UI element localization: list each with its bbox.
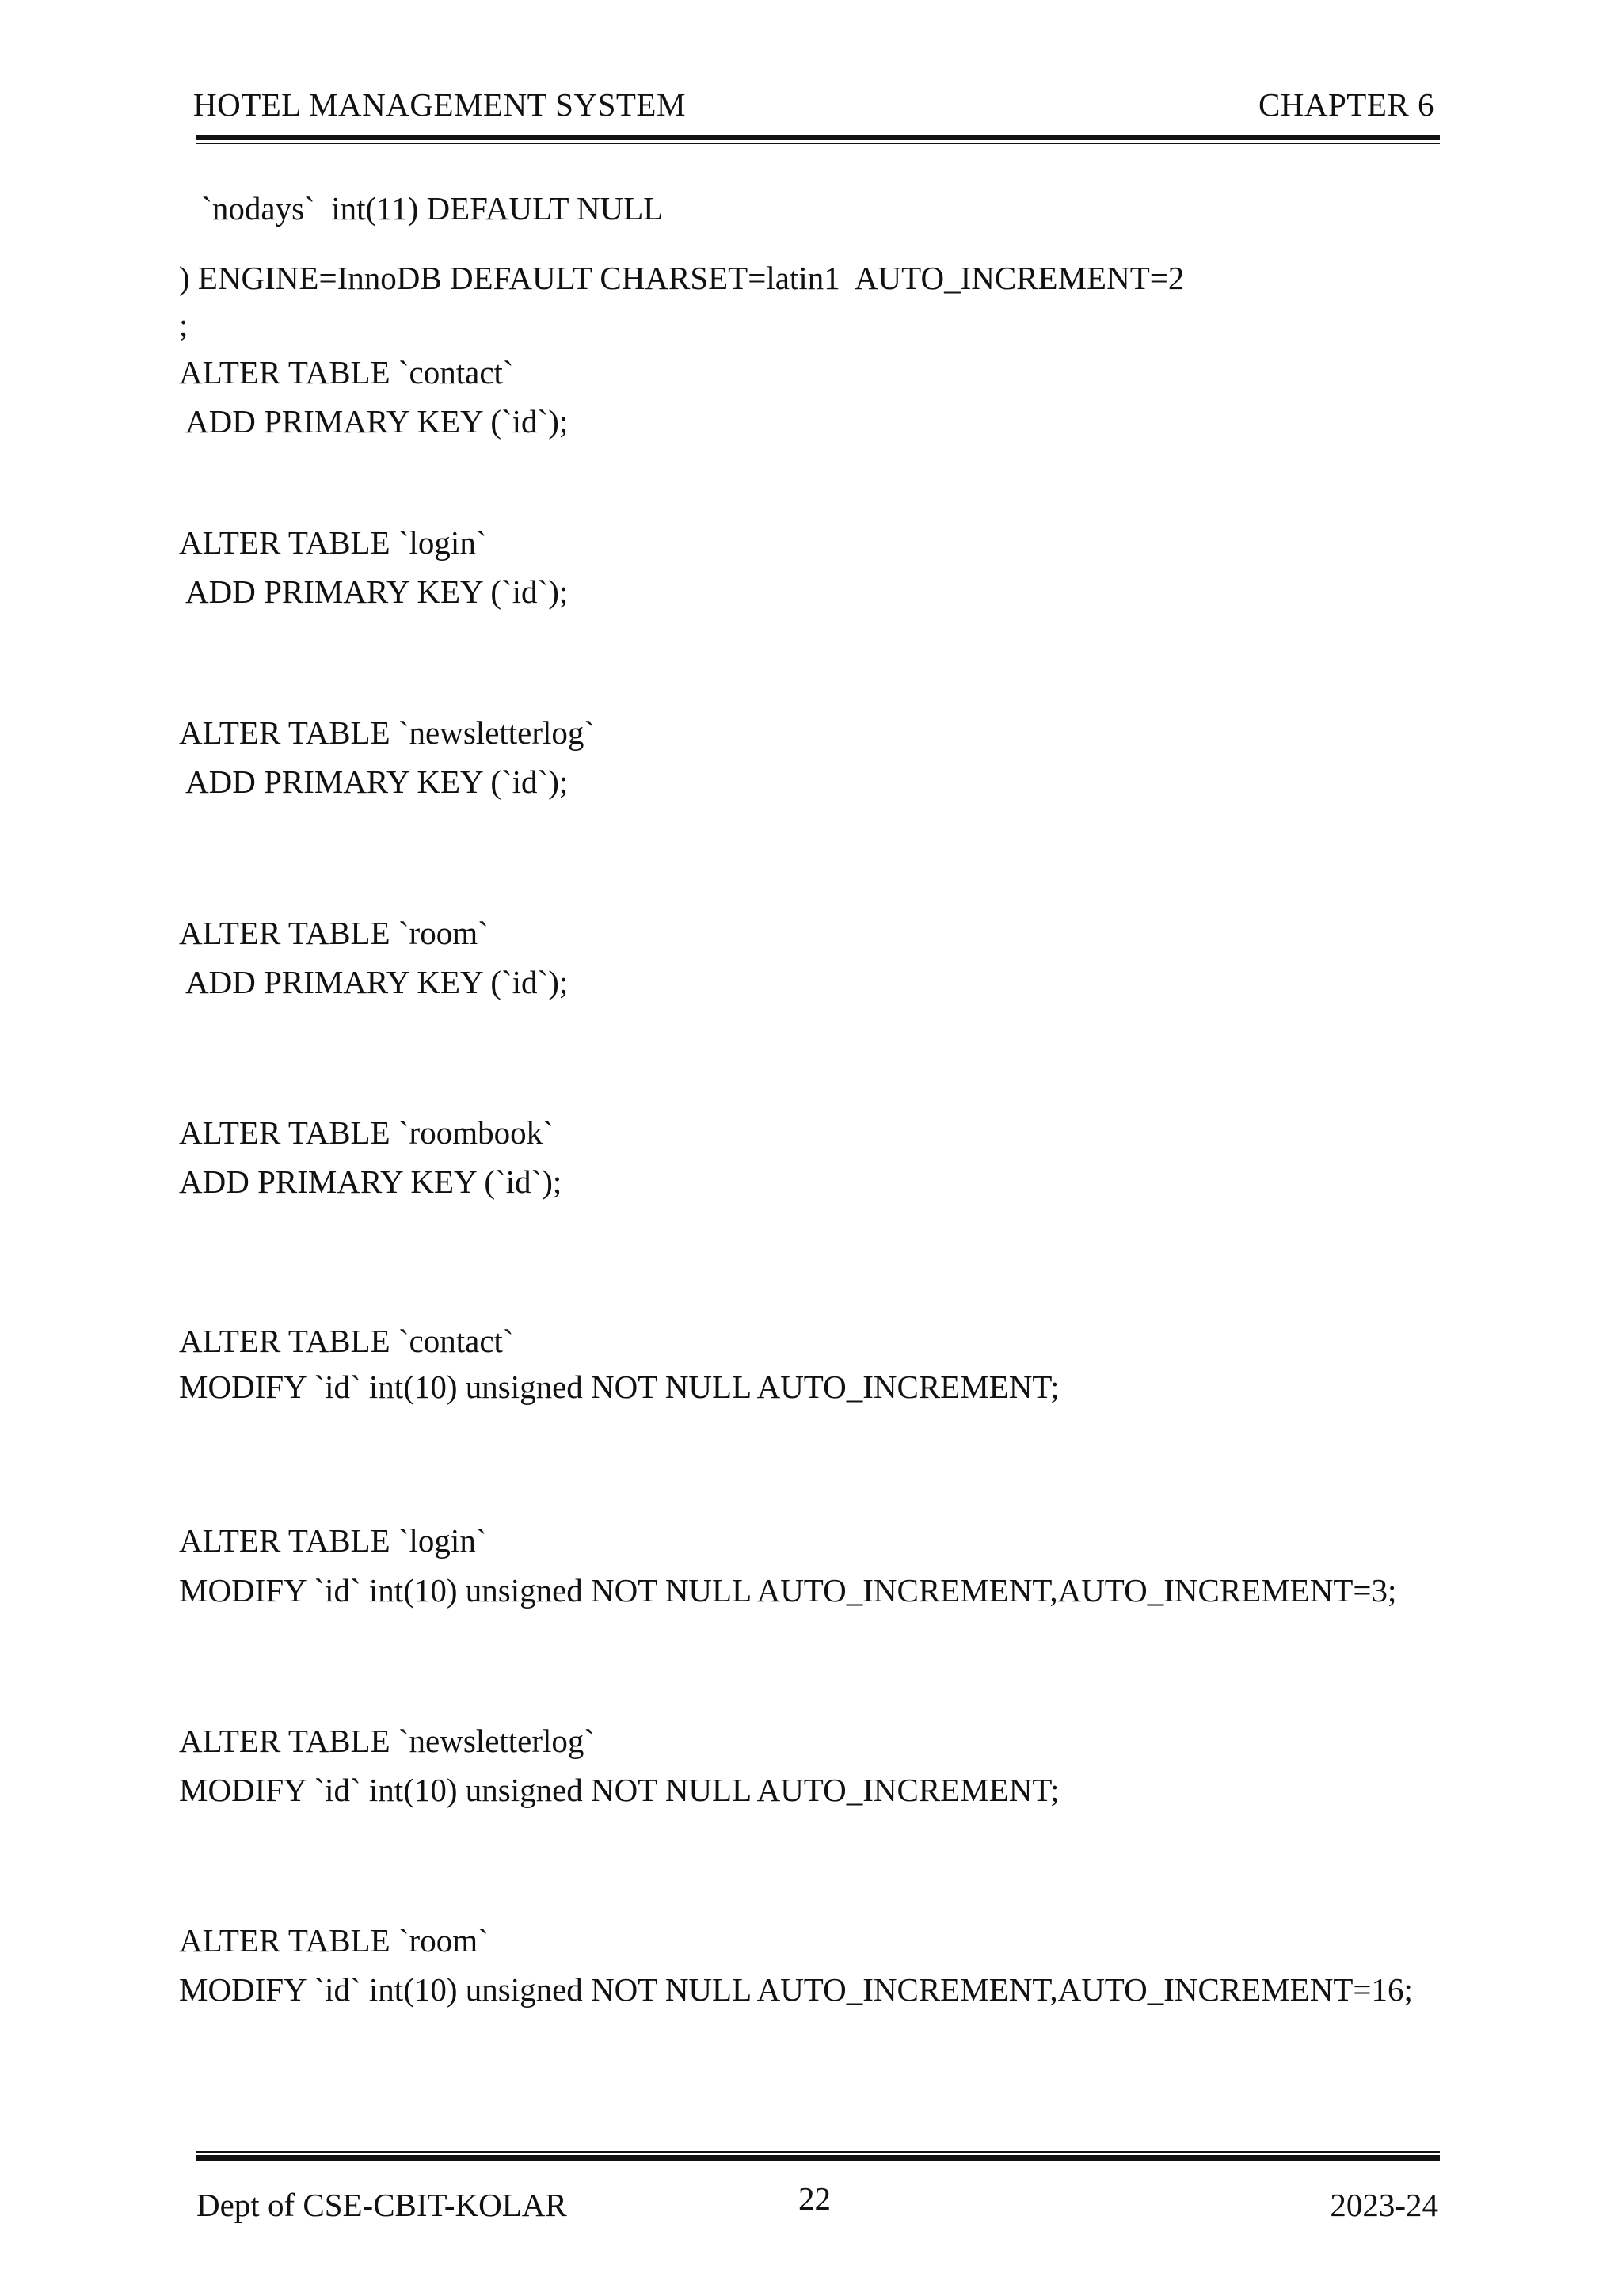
code-line: MODIFY `id` int(10) unsigned NOT NULL AUTO_INCREMENT,AUTO_INCREMENT=3; [179,1572,1397,1609]
code-line: ; [179,307,188,343]
header-rule [196,135,1440,144]
code-line: ALTER TABLE `room` [179,1922,489,1959]
code-line: ALTER TABLE `login` [179,1522,487,1559]
code-line: MODIFY `id` int(10) unsigned NOT NULL AUTO_INCREMENT; [179,1369,1060,1405]
code-line: ALTER TABLE `roombook` [179,1114,554,1151]
footer-year: 2023-24 [1330,2187,1438,2223]
code-line: ALTER TABLE `newsletterlog` [179,1723,596,1759]
code-line: MODIFY `id` int(10) unsigned NOT NULL AUTO_INCREMENT; [179,1772,1060,1808]
code-line: ALTER TABLE `login` [179,524,487,561]
code-line: ADD PRIMARY KEY (`id`); [179,763,569,800]
running-header-chapter: CHAPTER 6 [1258,86,1434,123]
code-line: ) ENGINE=InnoDB DEFAULT CHARSET=latin1 AUTO_INCREMENT=2 [179,260,1185,296]
code-line: `nodays` int(11) DEFAULT NULL [193,190,664,227]
code-line: ADD PRIMARY KEY (`id`); [179,403,569,440]
code-line: ALTER TABLE `newsletterlog` [179,714,596,751]
code-line: ADD PRIMARY KEY (`id`); [179,573,569,610]
running-header-title: HOTEL MANAGEMENT SYSTEM [193,86,686,123]
code-line: ADD PRIMARY KEY (`id`); [179,1163,562,1200]
code-line: ALTER TABLE `room` [179,915,489,951]
footer-department: Dept of CSE-CBIT-KOLAR [196,2187,567,2223]
code-line: ALTER TABLE `contact` [179,1323,514,1359]
code-line: MODIFY `id` int(10) unsigned NOT NULL AUTO_INCREMENT,AUTO_INCREMENT=16; [179,1971,1413,2008]
page-number: 22 [798,2180,831,2217]
code-line: ADD PRIMARY KEY (`id`); [179,964,569,1000]
code-line: ALTER TABLE `contact` [179,354,514,390]
footer-rule [196,2151,1440,2161]
